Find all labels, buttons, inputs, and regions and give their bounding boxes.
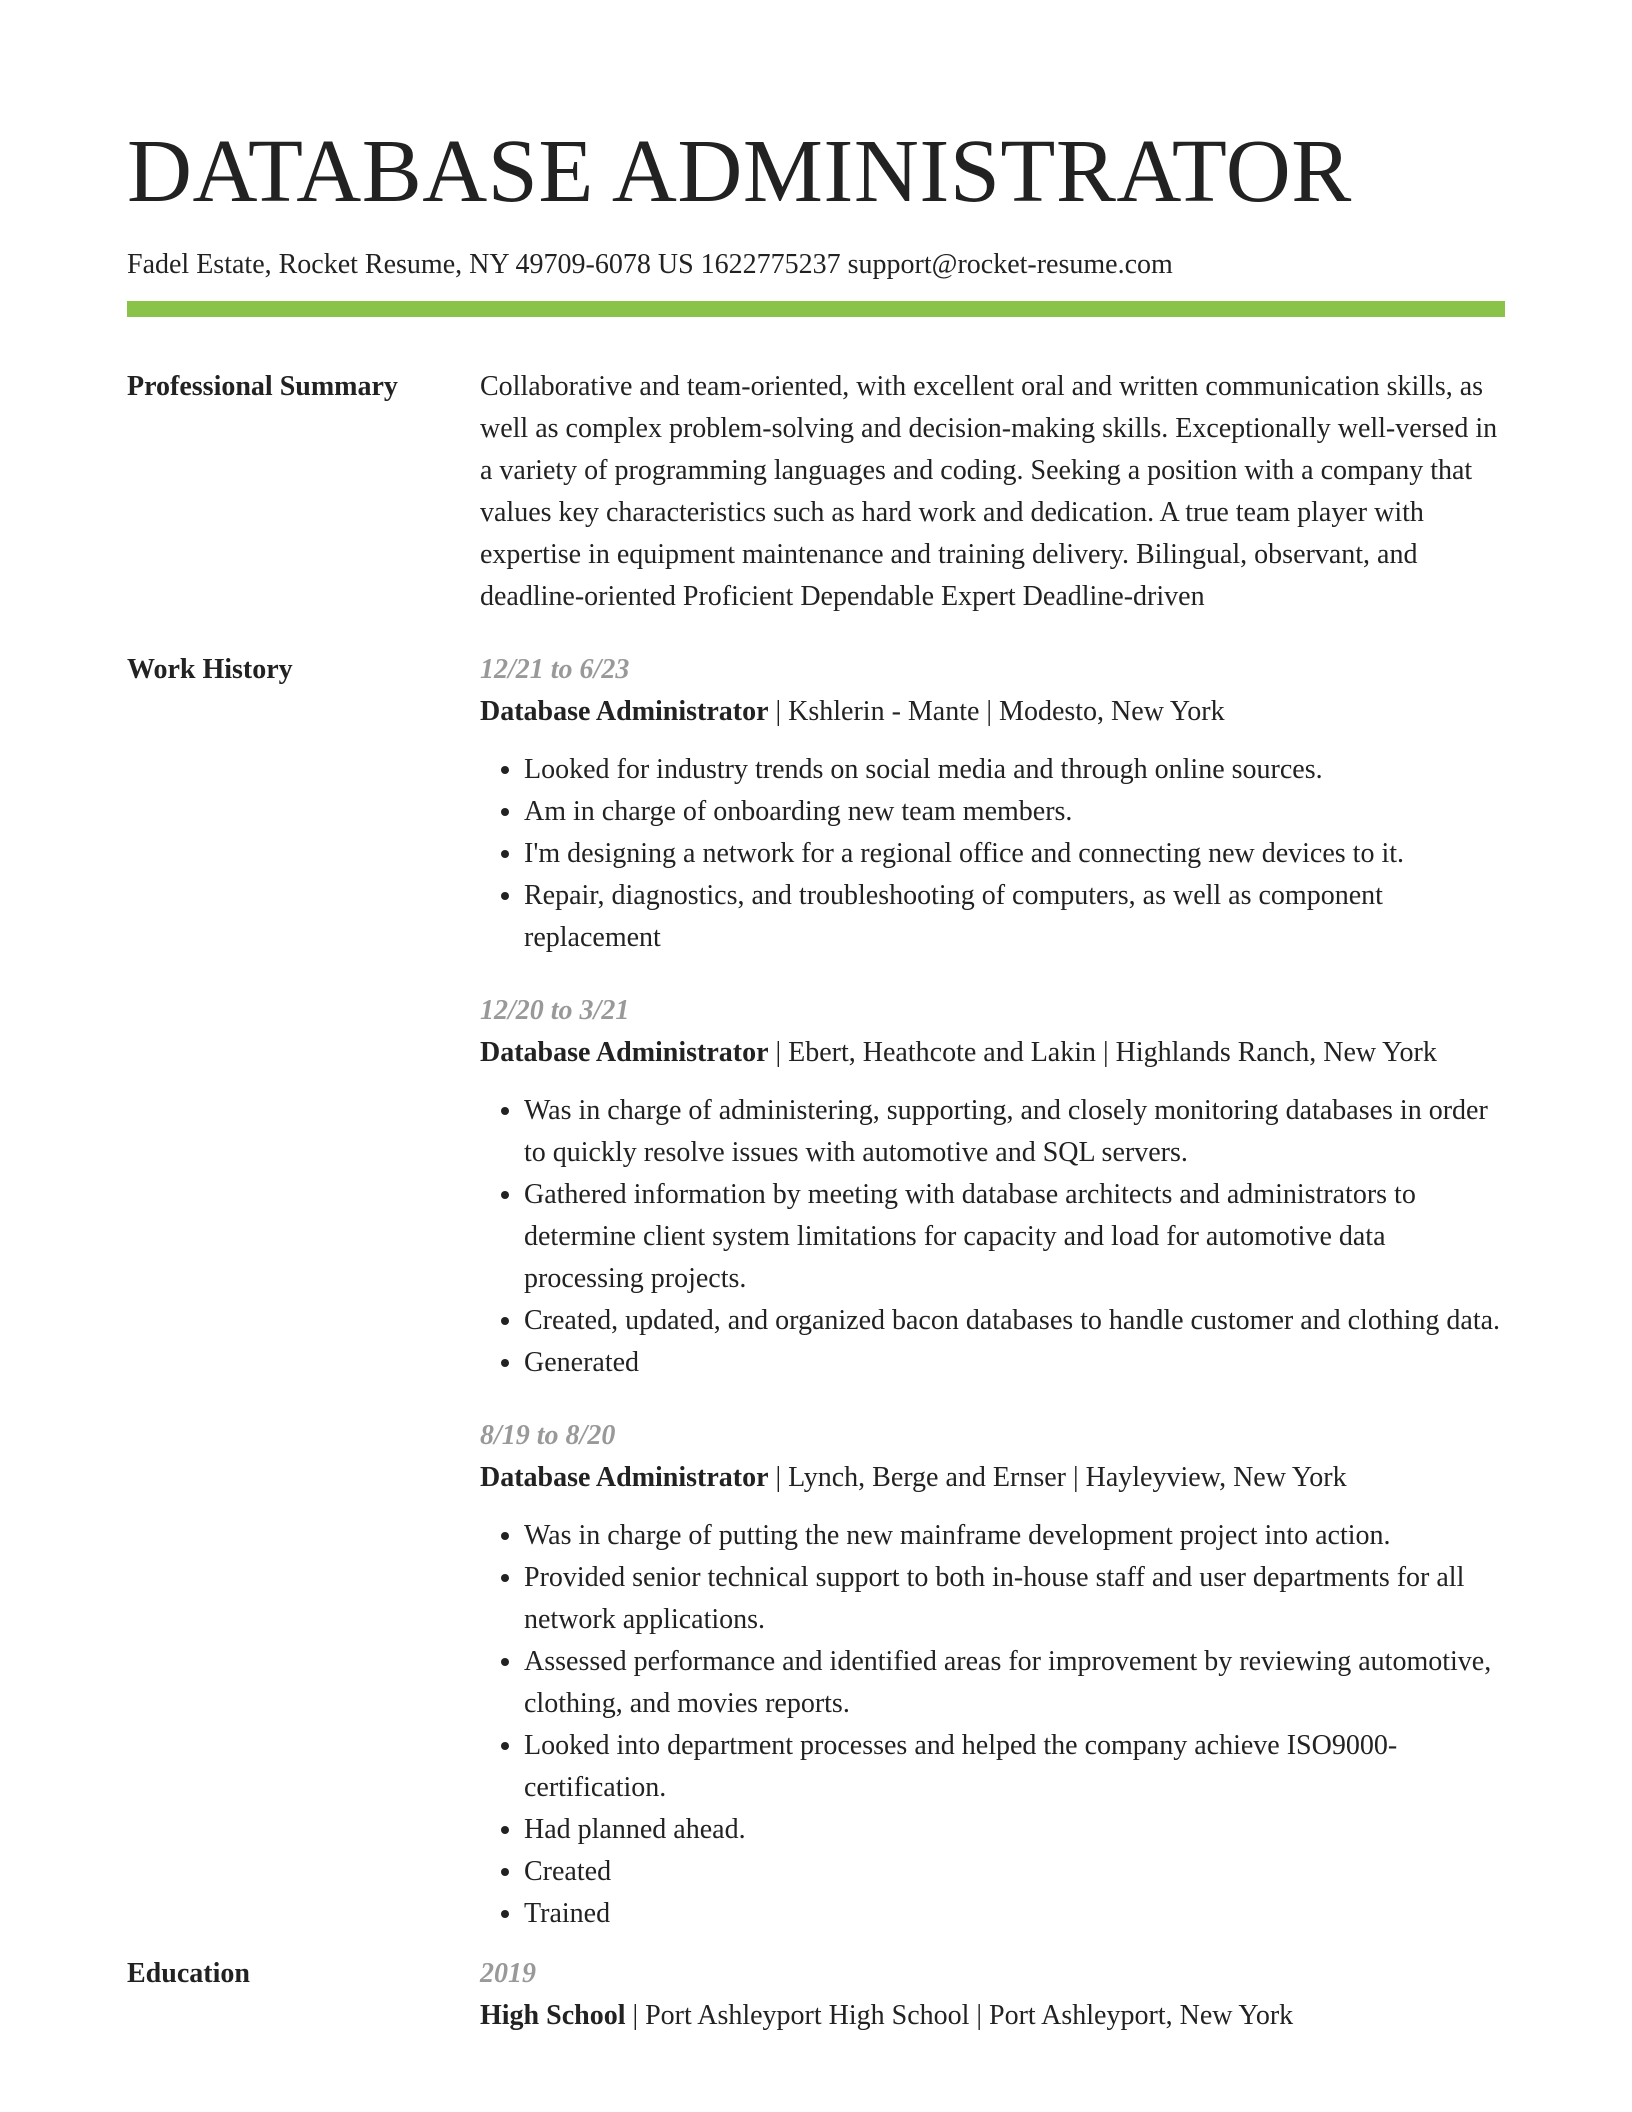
list-item: • Assessed performance and identified areas for improvement by reviewing automotive, clothing, and movies reports. bbox=[524, 1641, 1505, 1725]
job-employer: | Lynch, Berge and Ernser | Hayleyview, New York bbox=[768, 1462, 1347, 1493]
list-item: • Was in charge of putting the new mainframe development project into action. bbox=[524, 1515, 1505, 1557]
list-item: • Trained bbox=[524, 1893, 1505, 1935]
list-item: • Gathered information by meeting with database architects and administrators to determine client system limitations for capacity and load for automotive data processing projects. bbox=[524, 1174, 1505, 1300]
education-degree: High School bbox=[480, 2000, 626, 2031]
list-item: • Created, updated, and organized bacon databases to handle customer and clothing data. bbox=[524, 1300, 1505, 1342]
accent-divider bbox=[127, 301, 1505, 317]
job-title-line bbox=[480, 1457, 1505, 1499]
professional-summary-section bbox=[127, 366, 1505, 618]
work-history-list bbox=[480, 649, 1505, 1935]
job-dates: 12/21 to 6/23 bbox=[480, 654, 630, 685]
job-title-line bbox=[480, 691, 1505, 733]
contact-info: Fadel Estate, Rocket Resume, NY 49709-6078 US 1622775237 support@rocket-resume.com bbox=[127, 249, 1173, 280]
list-item: • Created bbox=[524, 1851, 1505, 1893]
job-bullets bbox=[480, 1515, 1505, 1935]
job-dates: 8/19 to 8/20 bbox=[480, 1420, 616, 1451]
section-heading: Professional Summary bbox=[127, 371, 398, 402]
section-heading: Work History bbox=[127, 654, 293, 685]
list-item: • Looked for industry trends on social media and through online sources. bbox=[524, 749, 1505, 791]
resume-title: DATABASE ADMINISTRATOR bbox=[127, 122, 1352, 221]
education-list bbox=[480, 1953, 1505, 2037]
job-dates: 12/20 to 3/21 bbox=[480, 995, 630, 1026]
list-item: • Repair, diagnostics, and troubleshooting of computers, as well as component replacement bbox=[524, 875, 1505, 959]
summary-text: Collaborative and team-oriented, with excellent oral and written communication skills, as well as complex problem-solving and decision-making skills. Exceptionally well-versed in a variety of programming languages and coding. Seeking a position with a company that values key characteristics such as hard work and dedication. A true team player with expertise in equipment maintenance and training delivery. Bilingual, observant, and deadline-oriented Proficient Dependable Expert Deadline-driven bbox=[480, 371, 1498, 612]
list-item: • Looked into department processes and helped the company achieve ISO9000-certification. bbox=[524, 1725, 1505, 1809]
education-section bbox=[127, 1953, 1505, 2037]
list-item: • Was in charge of administering, supporting, and closely monitoring databases in order to quickly resolve issues with automotive and SQL servers. bbox=[524, 1090, 1505, 1174]
job-entry bbox=[480, 990, 1505, 1384]
job-entry bbox=[480, 1415, 1505, 1935]
job-role: Database Administrator bbox=[480, 1037, 769, 1068]
job-employer: | Kshlerin - Mante | Modesto, New York bbox=[768, 696, 1225, 727]
job-role: Database Administrator bbox=[480, 1462, 769, 1493]
work-history-section bbox=[127, 649, 1505, 1935]
education-dates: 2019 bbox=[480, 1958, 536, 1989]
education-school: | Port Ashleyport High School | Port Ashleyport, New York bbox=[625, 2000, 1294, 2031]
job-title-line bbox=[480, 1032, 1505, 1074]
section-heading: Education bbox=[127, 1958, 250, 1989]
list-item: • Generated bbox=[524, 1342, 1505, 1384]
list-item: • Provided senior technical support to both in-house staff and user departments for all network applications. bbox=[524, 1557, 1505, 1641]
job-bullets bbox=[480, 1090, 1505, 1384]
resume-page bbox=[127, 0, 1505, 2037]
job-bullets bbox=[480, 749, 1505, 959]
job-role: Database Administrator bbox=[480, 696, 769, 727]
list-item: • Am in charge of onboarding new team members. bbox=[524, 791, 1505, 833]
list-item: • Had planned ahead. bbox=[524, 1809, 1505, 1851]
job-entry bbox=[480, 649, 1505, 959]
education-line bbox=[480, 1995, 1505, 2037]
job-employer: | Ebert, Heathcote and Lakin | Highlands Ranch, New York bbox=[768, 1037, 1437, 1068]
list-item: • I'm designing a network for a regional office and connecting new devices to it. bbox=[524, 833, 1505, 875]
